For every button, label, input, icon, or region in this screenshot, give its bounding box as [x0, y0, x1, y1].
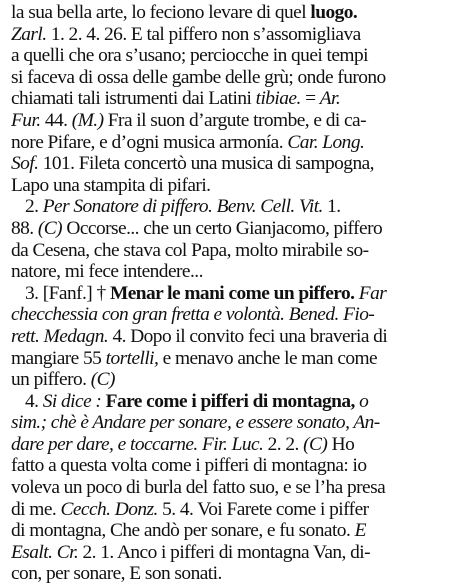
- italic-text: Car. Long.: [287, 131, 365, 153]
- text-line: [11, 283, 462, 305]
- italic-text: (C): [37, 217, 63, 239]
- text-line: [11, 88, 462, 110]
- text-segment: di me.: [11, 498, 61, 520]
- text-segment: 2. 2.: [263, 433, 304, 455]
- text-line: [11, 520, 462, 542]
- italic-text: Sof.: [11, 153, 39, 175]
- text-segment: Occorse... che un certo Gianjacomo, piffero: [62, 217, 383, 239]
- italic-text: Esalt. Cr.: [11, 541, 79, 563]
- text-segment: Lapo una stampita di pifari.: [11, 174, 211, 196]
- bold-text: luogo.: [310, 2, 358, 23]
- text-segment: 5. 4. Voi Farete come i piffer: [157, 498, 369, 520]
- italic-text: rett. Medagn.: [11, 325, 109, 347]
- text-segment: =: [300, 88, 320, 110]
- bold-text: Fare come i pifferi di montagna,: [105, 390, 355, 412]
- italic-text: Far: [358, 282, 387, 304]
- text-line: [11, 175, 462, 197]
- italic-text: Zarl.: [11, 23, 47, 45]
- text-segment: 2. 1. Anco i pifferi di montagna Van, di-: [78, 541, 371, 563]
- text-line: [11, 2, 462, 24]
- italic-text: (M.): [71, 109, 104, 131]
- text-line: [11, 499, 462, 521]
- text-segment: si faceva di ossa delle gambe delle grù; onde furono: [11, 66, 386, 88]
- text-segment: un piffero.: [11, 369, 91, 391]
- text-segment: 88.: [11, 217, 38, 239]
- bold-text: Menar le mani come un piffero.: [109, 282, 355, 304]
- text-line: [11, 110, 462, 132]
- text-segment: natore, mi fece intendere...: [11, 261, 203, 283]
- text-segment: Ho: [327, 433, 355, 455]
- text-line: [11, 240, 462, 262]
- italic-text: tortelli,: [105, 347, 159, 369]
- text-segment: 4. Dopo il convito feci una braveria di: [108, 325, 388, 347]
- text-segment: da Cesena, che stava col Papa, molto mirabile so-: [11, 239, 369, 261]
- italic-text: Per Sonatore di piffero. Benv. Cell. Vit.: [42, 196, 323, 218]
- italic-text: sim.; chè è Andare per sonare, e essere sonato, An-: [11, 412, 380, 434]
- text-segment: 1. 2. 4. 26. E tal piffero non s’assomigliava: [46, 23, 361, 45]
- text-segment: 101. Fileta concertò una musica di sampogna,: [38, 153, 374, 175]
- italic-text: (C): [303, 433, 328, 455]
- text-line: [11, 542, 462, 564]
- text-segment: 4.: [25, 390, 43, 412]
- italic-text: Cecch. Donz.: [60, 498, 158, 520]
- italic-text: E: [354, 520, 366, 542]
- italic-text: checchessia con gran fretta e volontà. Bened. Fio-: [11, 304, 375, 326]
- italic-text: Si dice :: [42, 390, 102, 412]
- text-segment: con, per sonare, E son sonati.: [11, 563, 222, 585]
- text-line: [11, 132, 462, 154]
- text-line: [11, 455, 462, 477]
- text-line: [11, 477, 462, 499]
- text-segment: nore Pifare, e d’ogni musica armonía.: [11, 131, 288, 153]
- italic-text: Ar.: [319, 88, 341, 110]
- text-line: [11, 304, 462, 326]
- text-segment: e menavo anche le man come: [158, 347, 378, 369]
- text-line: [11, 391, 462, 413]
- italic-text: Fur.: [11, 109, 41, 131]
- text-line: [11, 348, 462, 370]
- text-line: [11, 412, 462, 434]
- text-segment: fatto a questa volta come i pifferi di montagna: io: [11, 455, 367, 477]
- text-segment: a quelli che ora s’usano; perciocche in quei tempi: [11, 45, 368, 67]
- text-segment: voleva un poco di burla del fatto suo, e se l’ha presa: [11, 477, 386, 499]
- text-line: [11, 326, 462, 348]
- text-line: [11, 67, 462, 89]
- text-segment: di montagna, Che andò per sonare, e fu sonato.: [11, 520, 355, 542]
- text-segment: la sua bella arte, lo feciono levare di quel: [11, 2, 311, 23]
- italic-text: tibiae.: [255, 88, 301, 110]
- italic-text: o: [354, 390, 369, 412]
- text-line: [11, 434, 462, 456]
- text-segment: 3. [Fanf.] †: [25, 282, 110, 304]
- text-segment: 2.: [25, 196, 43, 218]
- text-line: [11, 153, 462, 175]
- text-line: [11, 196, 462, 218]
- text-line: [11, 24, 462, 46]
- text-line: [11, 261, 462, 283]
- text-line: [11, 369, 462, 391]
- text-line: [11, 45, 462, 67]
- text-segment: Fra il suon d’argute trombe, e di ca-: [103, 109, 367, 131]
- text-segment: chiamati tali istrumenti dai Latini: [11, 88, 256, 110]
- text-segment: mangiare 55: [11, 347, 106, 369]
- italic-text: dare per dare, e toccarne. Fir. Luc.: [11, 433, 264, 455]
- italic-text: (C): [90, 369, 115, 391]
- text-segment: 1.: [322, 196, 341, 218]
- text-segment: 44.: [40, 109, 72, 131]
- text-line: [11, 563, 462, 585]
- text-line: [11, 218, 462, 240]
